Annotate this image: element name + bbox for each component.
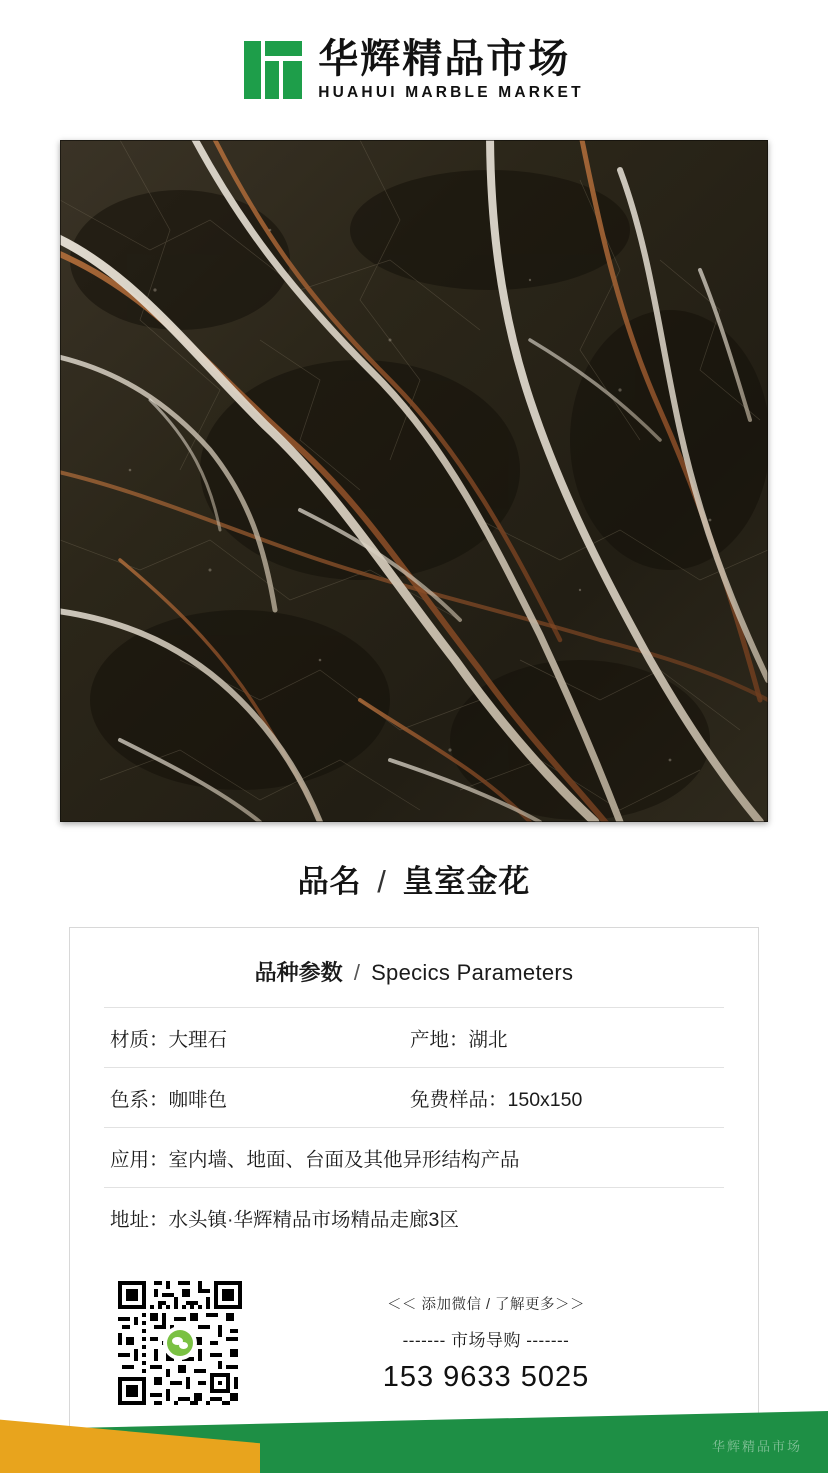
market-guide-label: ------- 市场导购 ------- <box>402 1330 570 1350</box>
brand-header <box>0 0 828 140</box>
parameters-card <box>69 927 759 1444</box>
marble-slab-photo <box>60 140 768 822</box>
brand-name-cn: 华辉精品市场 <box>318 37 571 81</box>
add-wechat-label: ＜＜ 添加微信 / 了解更多＞＞ <box>386 1296 586 1313</box>
title-separator: / <box>377 864 387 899</box>
table-row <box>104 1187 724 1247</box>
param-key: 材质： <box>110 1029 169 1051</box>
param-value: 水头镇·华辉精品市场精品走廊3区 <box>168 1209 459 1231</box>
parameters-title-cn: 品种参数 <box>254 960 343 985</box>
watermark: 华辉精品市场 <box>711 1439 802 1454</box>
param-value: 湖北 <box>468 1029 508 1051</box>
product-label: 品名 <box>297 864 362 899</box>
table-row <box>104 1127 724 1187</box>
param-material <box>110 1024 410 1052</box>
product-name-value: 皇室金花 <box>402 864 531 899</box>
footer-ribbon <box>0 1411 828 1473</box>
param-color <box>110 1084 410 1112</box>
table-row <box>104 1067 724 1127</box>
param-key: 地址： <box>110 1209 169 1231</box>
param-free-sample <box>410 1084 722 1112</box>
footer-gold-band <box>0 1411 260 1473</box>
param-application <box>110 1144 722 1172</box>
param-key: 应用： <box>110 1149 169 1171</box>
parameters-title <box>104 956 724 987</box>
param-key: 色系： <box>110 1089 169 1111</box>
param-origin <box>410 1024 722 1052</box>
param-value: 室内墙、地面、台面及其他异形结构产品 <box>168 1149 520 1171</box>
huahui-logo-icon <box>244 41 302 99</box>
wechat-qr-code[interactable] <box>114 1277 246 1409</box>
table-row <box>104 1007 724 1067</box>
contact-block <box>104 1277 724 1409</box>
phone-number[interactable]: 153 9633 5025 <box>382 1360 590 1393</box>
param-value: 150x150 <box>507 1089 583 1111</box>
marble-texture-graphic <box>60 140 768 822</box>
param-key: 免费样品： <box>410 1089 508 1111</box>
param-address <box>110 1204 722 1232</box>
parameters-title-en: Specics Parameters <box>371 960 574 985</box>
brand-name-en: HUAHUI MARBLE MARKET <box>318 84 584 101</box>
param-value: 大理石 <box>168 1029 228 1051</box>
param-value: 咖啡色 <box>168 1089 228 1111</box>
contact-text <box>288 1293 684 1394</box>
brand-text <box>318 38 584 102</box>
product-image <box>60 140 768 822</box>
page-title <box>0 856 828 901</box>
param-key: 产地： <box>410 1029 469 1051</box>
wechat-icon <box>163 1326 197 1360</box>
parameters-title-separator: / <box>353 960 360 985</box>
